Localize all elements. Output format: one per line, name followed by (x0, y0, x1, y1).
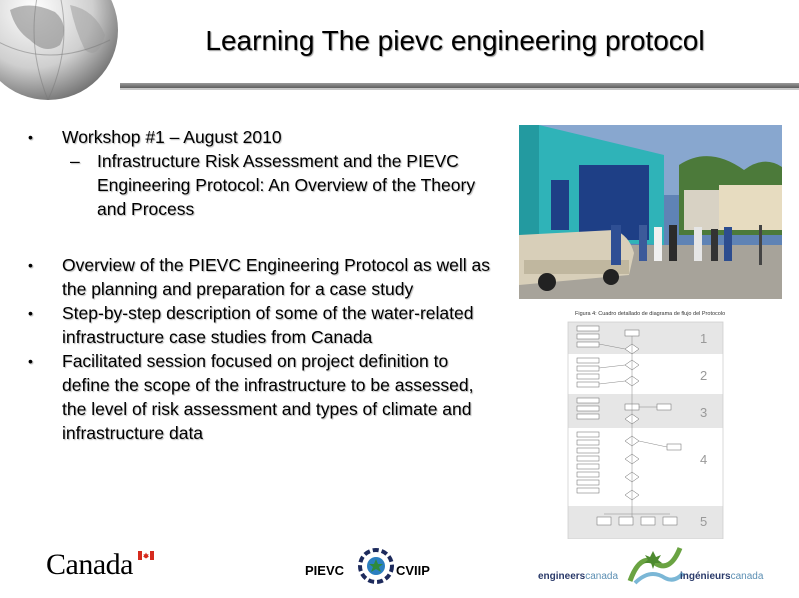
slide-title: Learning The pievc engineering protocol (205, 25, 705, 56)
bullet-icon: • (28, 257, 33, 273)
step-number: 2 (700, 368, 708, 383)
engineers-fr-bold: ingénieurs (680, 571, 731, 582)
bullet-item (28, 349, 498, 445)
ingenieurs-canada-label (680, 571, 763, 582)
workshop-photo (519, 125, 782, 299)
bullet-list (28, 125, 498, 445)
pievc-label: PIEVC (305, 563, 345, 578)
bullet-item (28, 125, 498, 149)
step-number: 1 (700, 331, 708, 346)
sub-bullet-text: Infrastructure Risk Assessment and the PIEVC Engineering Protocol: An Overview of the Theory and Process (97, 151, 476, 219)
bullet-text: Step-by-step description of some of the water-related infrastructure case studies from Canada (62, 303, 474, 347)
engineers-en-bold: engineers (538, 571, 586, 582)
protocol-flowchart (567, 314, 724, 539)
canada-wordmark: Canada (46, 548, 133, 581)
engineers-en-light: canada (585, 571, 619, 582)
bullet-item (28, 253, 498, 301)
cviip-label: CVIIP (396, 563, 430, 578)
figure-caption: Figura 4: Cuadro detallado de diagrama de flujo del Protocolo (575, 311, 726, 317)
bullet-icon: • (28, 129, 33, 145)
sub-bullet-item (28, 149, 498, 221)
pievc-logo-icon (358, 548, 394, 584)
bullet-item (28, 301, 498, 349)
bullet-icon: • (28, 353, 33, 369)
engineers-canada-logo-icon (625, 543, 685, 588)
title-divider-shadow (120, 88, 799, 90)
step-number: 5 (700, 514, 708, 529)
canada-flag-icon (138, 551, 154, 560)
bullet-text: Overview of the PIEVC Engineering Protocol as well as the planning and preparation for a case study (62, 255, 490, 299)
dash-icon: – (70, 151, 80, 171)
bullet-icon: • (28, 305, 33, 321)
step-number: 4 (700, 452, 708, 467)
engineers-canada-label (538, 571, 618, 582)
engineers-fr-light: canada (730, 571, 764, 582)
bullet-text: Workshop #1 – August 2010 (62, 127, 282, 147)
step-number: 3 (700, 405, 708, 420)
globe-image (0, 0, 120, 100)
bullet-text: Facilitated session focused on project definition to define the scope of the infrastructure to be assessed, the level of risk assessment and types of climate and infrastructure data (62, 351, 474, 443)
